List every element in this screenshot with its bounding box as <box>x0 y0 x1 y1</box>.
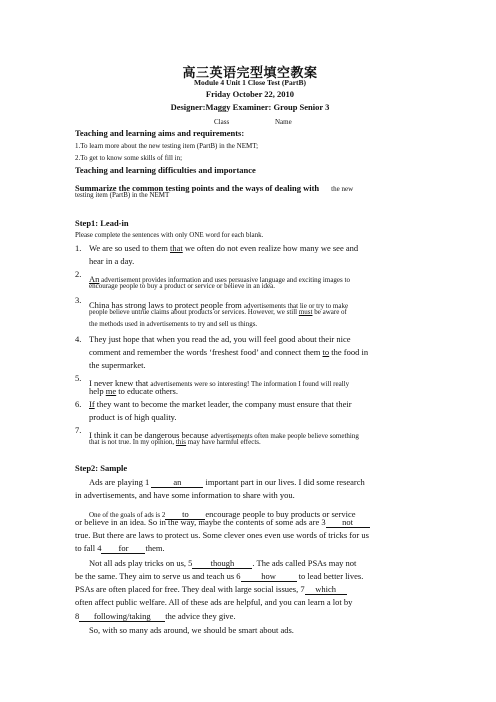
aims-item-1: 1.To learn more about the new testing item (PartB) in the NEMT; <box>75 142 259 150</box>
step2-p3-text-a: Not all ads play tricks on us, 5 <box>89 558 193 568</box>
step2-p2-line-4 <box>75 543 165 554</box>
difficulties-small-text: the new <box>331 185 354 193</box>
sentence-3-line-3: the methods used in advertisements to try and sell us things. <box>89 320 258 328</box>
step2-p3-text-e: PSAs are often placed for free. They deal with large social issues, 7 <box>75 584 305 594</box>
sentence-5-number: 5. <box>75 373 82 383</box>
step2-p2-text-e: to fall 4 <box>75 543 102 553</box>
sentence-1-line-1 <box>89 243 358 253</box>
difficulties-line-2: testing item (PartB) in the NEMT <box>75 191 170 199</box>
step2-p1-line-2: in advertisements, and have some information to share with you. <box>75 490 295 500</box>
sentence-5-text-a2: advertisements were so interesting! The information I found will really <box>150 380 350 388</box>
step2-p1-text-a: Ads are playing 1 <box>89 477 152 487</box>
step2-p2-text-f: them. <box>145 543 165 553</box>
sentence-6-line-1 <box>89 399 352 409</box>
sentence-6-number: 6. <box>75 399 82 409</box>
sentence-2-text-a: advertisement provides information and uses persuasive language and exciting images to <box>99 276 350 284</box>
blank-7: which <box>305 584 347 595</box>
sentence-1-text-a: We are so used to them <box>89 243 170 253</box>
aims-item-2: 2.To get to know some skills of fill in; <box>75 154 183 162</box>
sentence-4-number: 4. <box>75 334 82 344</box>
blank-4: for <box>101 543 145 554</box>
step2-p2-line-3: true. But there are laws to protect us. Some clever ones even use words of tricks for us <box>75 530 369 540</box>
sentence-3-text-b2: be aware of <box>312 308 347 316</box>
sentence-6-answer: If <box>89 399 95 409</box>
date-line: Friday October 22, 2010 <box>205 89 295 99</box>
step2-p2-text-c: or believe in an idea. So in the way, maybe the contents of some ads are 3 <box>75 517 326 527</box>
step2-p3-text-c: be the same. They aim to serve us and teach us 6 <box>75 571 241 581</box>
sentence-7-text-a2: advertisements often make people believe something <box>210 432 359 440</box>
step2-p4: So, with so many ads around, we should be smart about ads. <box>89 625 294 635</box>
designer-line: Designer:Maggy Examiner: Group Senior 3 <box>170 102 330 112</box>
sentence-1-line-2: hear in a day. <box>89 256 135 266</box>
sentence-4-line-1: They just hope that when you read the ad, you will feel good about their nice <box>89 334 351 344</box>
document-title: 高三英语完型填空教案 <box>182 65 318 80</box>
sentence-5-text-a: I never knew that <box>89 378 151 388</box>
blank-6: how <box>241 571 297 582</box>
step2-heading: Step2: Sample <box>75 463 128 473</box>
sentence-3-line-2 <box>89 308 347 316</box>
blank-3: not <box>326 517 370 528</box>
sentence-3-text-b: people believe untrue claims about products or services. However, we still <box>89 308 299 316</box>
step2-p1-text-b: important part in our lives. I did some research <box>203 477 365 487</box>
step1-heading: Step1: Lead-in <box>75 218 129 228</box>
step2-p2-line-2 <box>75 517 370 528</box>
sentence-4-text-b: comment and remember the words ‘freshest food’ and connect them <box>89 347 323 357</box>
name-label: Name <box>275 118 292 126</box>
step2-p2-text-a: One of the goals of ads is 2 <box>89 511 166 519</box>
step2-p3-text-h: the advice they give. <box>165 611 236 621</box>
sentence-5-line-2 <box>89 386 178 396</box>
blank-1: an <box>151 477 203 488</box>
sentence-1-number: 1. <box>75 243 82 253</box>
sentence-5-text-b: help <box>89 386 106 396</box>
blank-2: to <box>165 509 205 520</box>
sentence-2-line-2: encourage people to buy a product or service or believe in an idea. <box>89 282 276 290</box>
sentence-4-line-2 <box>89 347 368 357</box>
difficulties-heading: Teaching and learning difficulties and importance <box>75 165 256 175</box>
step2-p3-line-3 <box>75 584 347 595</box>
blank-8: following/taking <box>79 611 165 622</box>
sentence-6-line-2: product is of high quality. <box>89 412 177 422</box>
sentence-3-number: 3. <box>75 295 82 305</box>
step2-p3-line-2 <box>75 571 363 582</box>
sentence-2-answer: An <box>89 274 100 284</box>
step2-p1-line-1 <box>89 477 365 488</box>
sentence-2-number: 2. <box>75 269 82 279</box>
sentence-3-text-a: China has strong laws to protect people from <box>89 300 244 310</box>
sentence-7-text-a: I think it can be dangerous because <box>89 430 211 440</box>
sentence-6-text-a: they want to become the market leader, the company must ensure that their <box>94 399 352 409</box>
sentence-4-line-3: the supermarket. <box>89 360 146 370</box>
sentence-7-text-b: that is not true. In my opinion, <box>89 438 176 446</box>
sentence-5-answer: me <box>105 386 117 396</box>
sentence-7-line-2 <box>89 438 261 446</box>
sentence-4-answer: to <box>322 347 330 357</box>
sentence-1-text-b: we often do not even realize how many we see and <box>182 243 359 253</box>
step2-p3-text-g: 8 <box>75 611 80 621</box>
sentence-5-text-b2: to educate others. <box>116 386 178 396</box>
step2-p3-line-5 <box>75 611 236 622</box>
sentence-3-text-a2: advertisements that lie or try to make <box>243 302 349 310</box>
blank-5: though <box>192 558 252 569</box>
sentence-1-answer: that <box>170 243 183 253</box>
aims-heading: Teaching and learning aims and requirements: <box>75 128 245 138</box>
step2-p3-text-d: to lead better lives. <box>296 571 364 581</box>
sentence-3-answer: must <box>298 308 313 316</box>
sentence-4-text-b2: the food in <box>329 347 369 357</box>
step2-p2-text-b: encourage people to buy products or service <box>205 509 356 519</box>
sentence-7-text-b2: may have harmful effects. <box>186 438 261 446</box>
step2-p3-text-b: . The ads called PSAs may not <box>252 558 357 568</box>
difficulties-bold-text: Summarize the common testing points and the ways of dealing with <box>75 183 320 193</box>
step1-instruction: Please complete the sentences with only ONE word for each blank. <box>75 231 264 239</box>
sentence-7-answer: this <box>175 438 187 446</box>
sentence-7-number: 7. <box>75 425 82 435</box>
step2-p3-line-4: often affect public welfare. All of these ads are helpful, and you can learn a lot by <box>75 597 353 607</box>
class-label: Class <box>214 118 230 126</box>
step2-p3-line-1 <box>89 558 356 569</box>
module-line: Module 4 Unit 1 Close Test (PartB) <box>193 78 307 87</box>
